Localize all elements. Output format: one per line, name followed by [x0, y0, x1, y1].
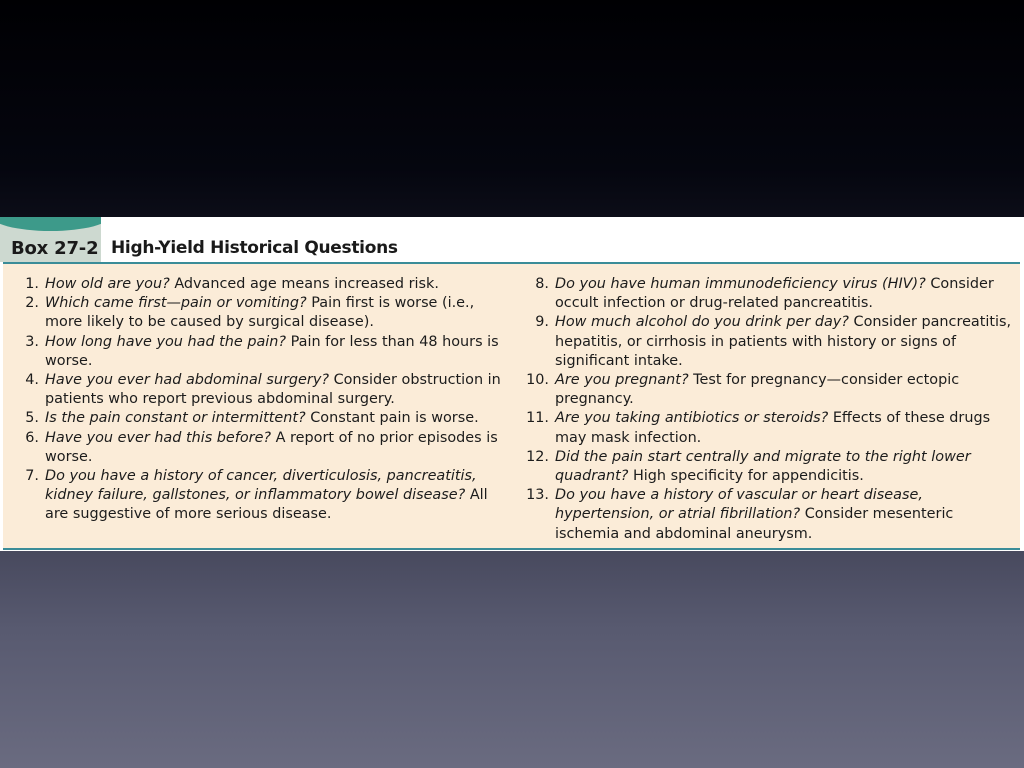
answer-text: All are suggestive of more serious disease. [45, 487, 488, 523]
question-text: Is the pain constant or intermittent? [45, 410, 306, 427]
answer-text: A report of no prior episodes is worse. [45, 429, 498, 465]
question-item [513, 409, 1018, 447]
box-label: Box 27-2 [11, 238, 99, 259]
item-number: 7. [25, 468, 39, 485]
item-number: 4. [25, 372, 39, 389]
question-item [3, 294, 508, 332]
question-text: Do you have a history of vascular or heart disease, hypertension, or atrial fibrillation? [555, 487, 923, 523]
question-text: Do you have a history of cancer, diverticulosis, pancreatitis, kidney failure, gallstones, or inflammatory bowel disease? [45, 468, 477, 504]
answer-text: Consider mesenteric ischemia and abdominal aneurysm. [555, 506, 954, 542]
question-item [3, 333, 508, 371]
tab-accent [0, 217, 101, 231]
question-text: Which came first—pain or vomiting? [45, 295, 307, 312]
questions-left-column [3, 275, 508, 525]
item-number: 8. [535, 276, 549, 292]
answer-text: Test for pregnancy—consider ectopic pregnancy. [555, 372, 960, 408]
question-text: How much alcohol do you drink per day? [555, 314, 849, 331]
answer-text: Consider obstruction in patients who report previous abdominal surgery. [45, 372, 501, 408]
item-number: 12. [526, 448, 549, 465]
question-text: Have you ever had this before? [45, 429, 272, 446]
answer-text: Consider occult infection or drug-related pancreatitis. [555, 276, 994, 312]
textbook-figure [0, 217, 1024, 551]
item-number: 6. [25, 429, 39, 446]
answer-text: Pain first is worse (i.e., more likely to be caused by surgical disease). [45, 295, 475, 331]
item-number: 1. [25, 276, 39, 292]
answer-text: Advanced age means increased risk. [174, 276, 439, 292]
answer-text: Consider pancreatitis, hepatitis, or cirrhosis in patients with history or signs of significant intake. [555, 314, 1012, 369]
questions-right-column [513, 275, 1018, 544]
item-number: 3. [25, 333, 39, 350]
question-text: Have you ever had abdominal surgery? [45, 372, 329, 389]
answer-text: Pain for less than 48 hours is worse. [45, 333, 499, 369]
question-text: How old are you? [45, 276, 170, 292]
questions-box [3, 262, 1020, 550]
box-title: High-Yield Historical Questions [111, 238, 398, 258]
question-item [513, 275, 1018, 313]
item-number: 11. [526, 410, 549, 427]
question-item [3, 409, 508, 428]
item-number: 2. [25, 295, 39, 312]
question-item [513, 371, 1018, 409]
question-text: How long have you had the pain? [45, 333, 287, 350]
question-item [3, 371, 508, 409]
box-tab [0, 217, 101, 262]
answer-text: Effects of these drugs may mask infection. [555, 410, 991, 446]
question-item [513, 486, 1018, 544]
question-item [513, 313, 1018, 371]
answer-text: High specificity for appendicitis. [632, 468, 864, 485]
item-number: 10. [526, 372, 549, 389]
question-text: Did the pain start centrally and migrate to the right lower quadrant? [555, 448, 971, 485]
item-number: 5. [25, 410, 39, 427]
item-number: 13. [526, 487, 549, 504]
box-header [0, 217, 1024, 262]
question-item [3, 275, 508, 294]
question-text: Are you pregnant? [555, 372, 689, 389]
answer-text: Constant pain is worse. [310, 410, 479, 427]
question-text: Do you have human immunodeficiency virus (HIV)? [555, 276, 926, 292]
question-item [3, 429, 508, 467]
question-text: Are you taking antibiotics or steroids? [555, 410, 829, 427]
item-number: 9. [535, 314, 549, 331]
question-item [3, 467, 508, 525]
question-item [513, 448, 1018, 486]
